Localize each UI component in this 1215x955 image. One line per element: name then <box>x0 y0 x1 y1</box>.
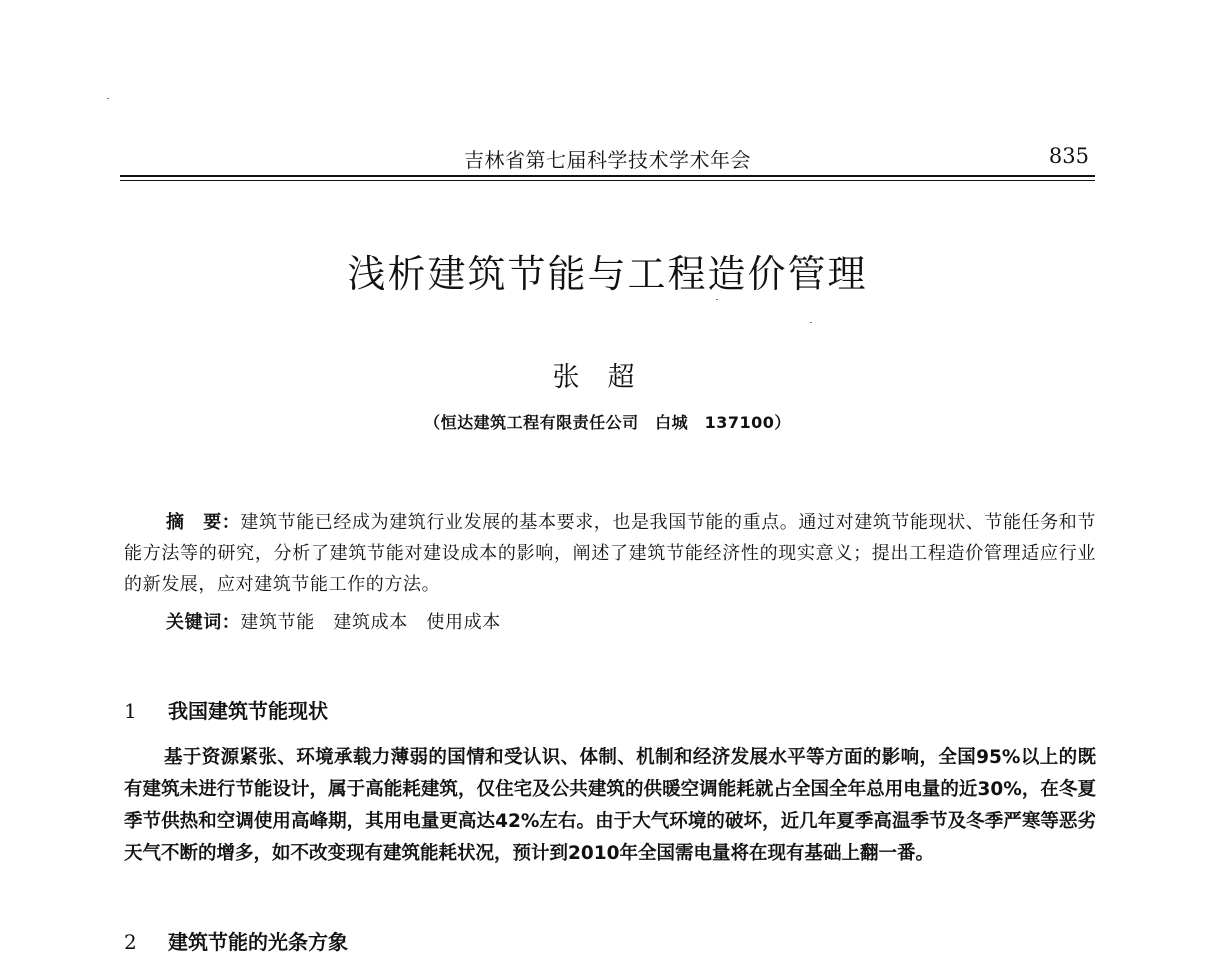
author-name: 张超 <box>552 362 663 393</box>
page-number: 835 <box>1048 144 1089 168</box>
scan-speck <box>716 299 718 300</box>
scan-speck <box>810 322 812 323</box>
header-rule-thick <box>120 175 1095 177</box>
section-2-number: 2 <box>124 930 137 954</box>
scan-speck <box>107 98 109 99</box>
section-1-number: 1 <box>124 699 137 723</box>
section-1-heading <box>124 695 328 724</box>
abstract-text: 建筑节能已经成为建筑行业发展的基本要求，也是我国节能的重点。通过对建筑节能现状、节能任务和节能方法等的研究，分析了建筑节能对建设成本的影响，阐述了建筑节能经济性的现实意义；提出工程造价管理适应行业的新发展，应对建筑节能工作的方法。 <box>124 512 1097 595</box>
keywords-label: 关键词： <box>166 612 241 633</box>
section-1-title: 我国建筑节能现状 <box>168 699 328 723</box>
running-header <box>120 142 1095 172</box>
author-affiliation: （恒达建筑工程有限责任公司 白城 137100） <box>424 413 791 432</box>
abstract <box>124 507 1096 600</box>
section-1-paragraph: 基于资源紧张、环境承载力薄弱的国情和受认识、体制、机制和经济发展水平等方面的影响，全国95%以上的既有建筑未进行节能设计，属于高能耗建筑，仅住宅及公共建筑的供暖空调能耗就占全国全年总用电量的近30%，在冬夏季节供热和空调使用高峰期，其用电量更高达42%左右。由于大气环境的破坏，近几年夏季高温季节及冬季严寒等恶劣天气不断的增多，如不改变现有建筑能耗状况，预计到2010年全国需电量将在现有基础上翻一番。 <box>124 747 1096 864</box>
abstract-label: 摘 要： <box>166 512 241 533</box>
journal-title: 吉林省第七届科学技术学术年会 <box>464 148 751 172</box>
keywords-text: 建筑节能 建筑成本 使用成本 <box>240 612 501 633</box>
section-2-heading <box>124 926 348 955</box>
article-title: 浅析建筑节能与工程造价管理 <box>347 252 868 296</box>
section-2-title: 建筑节能的光条方象 <box>168 930 348 954</box>
header-rule-thin <box>120 180 1095 181</box>
keywords <box>166 608 501 634</box>
